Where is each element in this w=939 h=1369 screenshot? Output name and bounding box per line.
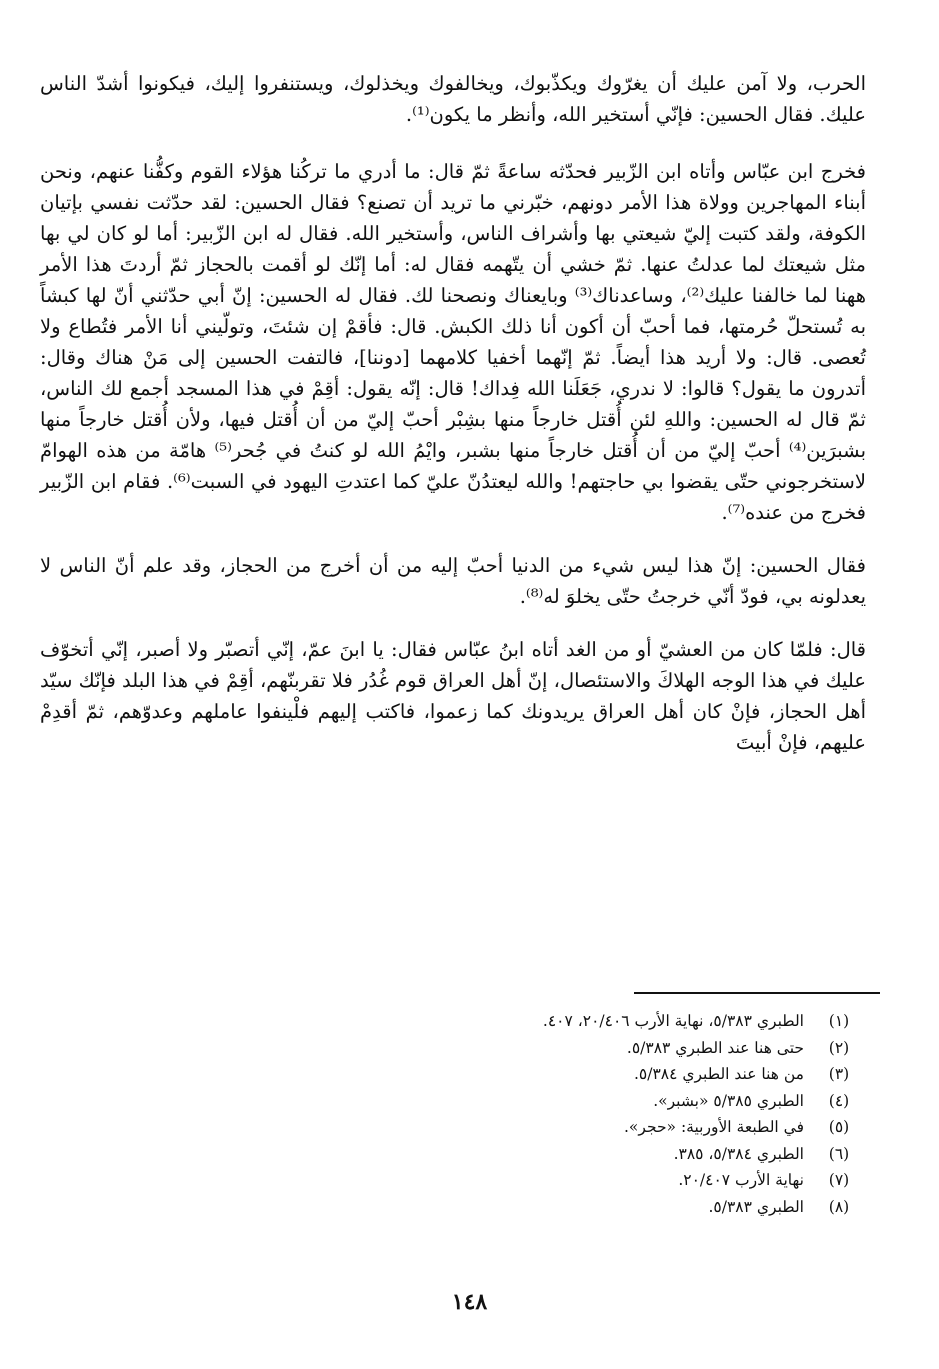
footnote-text: حتى هنا عند الطبري ٥/٣٨٣. [626, 1038, 804, 1057]
footnote-separator [634, 992, 880, 994]
footnotes [360, 1008, 860, 1220]
footnote [360, 1061, 860, 1088]
paragraph-3: فقال الحسين: إنّ هذا ليس شيء من الدنيا أحبّ إليه من أن أخرج من الحجاز، وقد علم أنّ الناس لا يعدلونه بي، فودّ أنّي خرجتُ حتّى يخلوَ له⁽⁸⁾. [40, 554, 866, 608]
footnote-number: (٧) [828, 1171, 850, 1189]
footnote-number: (٥) [828, 1118, 850, 1136]
paragraph-1: الحرب، ولا آمن عليك أن يغرّوك ويكذّبوك، ويخالفوك ويخذلوك، ويستنفروا إليك، فيكونوا أشدّ الناس عليك. فقال الحسين: فإنّي أستخير الله، وأنظر ما يكون⁽¹⁾. [40, 72, 866, 126]
paragraph-2: فخرج ابن عبّاس وأتاه ابن الزّبير فحدّثه ساعةً ثمّ قال: ما أدري ما تركُنا هؤلاء القوم وكفُّنا عنهم، ونحن أبناء المهاجرين وولاة هذا الأمر دونهم، خبّرني ما تريد أن تصنع؟ فقال الحسين: لقد حدّثت نفسي بإتيان الكوفة، ولقد كتبت إليّ شيعتي بها وأشراف الناس، وأستخير الله. فقال له ابن الزّبير: أما لو كان لي بها مثل شيعتك لما عدلتُ عنها. ثمّ خشي أن يتّهمه فقال له: أما إنّك لو أقمت بالحجاز ثمّ أردتَ هذا الأمر ههنا لما خالفنا عليك⁽²⁾، وساعدناك⁽³⁾ وبايعناك ونصحنا لك. فقال له الحسين: إنّ أبي حدّثني أنّ لها كبشاً به تُستحلّ حُرمتها، فما أحبّ أن أكون أنا ذلك الكبش. قال: فأقمْ إن شئتَ، وتولّيني أنا الأمر فتُطاع ولا تُعصى. قال: ولا أريد هذا أيضاً. ثمّ إنّهما أخفيا كلامهما [دوننا]، فالتفت الحسين إلى مَنْ هناك وقال: أتدرون ما يقول؟ قالوا: لا ندري، جَعَلَنا الله فِداك! قال: إنّه يقول: أقِمْ في هذا المسجد أجمع لك الناس، ثمّ قال له الحسين: واللهِ لئن أُقتل خارجاً منها بشِبْر أحبّ إليّ من أن أُقتل فيها، ولأن أُقتل خارجاً منها بشبرَين⁽⁴⁾ أحبّ إليّ من أن أُقتل خارجاً منها بشبر، وايْمُ الله لو كنتُ في جُحر⁽⁵⁾ هامّة من هذه الهوامّ لاستخرجوني حتّى يقضوا بي حاجتهم! والله ليعتدُنّ عليّ كما اعتدتِ اليهود في السبت⁽⁶⁾. فقام ابن الزّبير فخرج من عنده⁽⁷⁾. [40, 160, 866, 524]
footnote-text: الطبري ٥/٣٨٤، ٣٨٥. [673, 1144, 804, 1163]
paragraph-4: قال: فلمّا كان من العشيّ أو من الغد أتاه ابنُ عبّاس فقال: يا ابنَ عمّ، إنّي أتصبّر ولا أصبر، إنّي أتخوّف عليك في هذا الوجه الهلاكَ والاستئصال، إنّ أهل العراق قوم غُدُر فلا تقربنّهم، أقِمْ في هذا البلد فإنّك سيّد أهل الحجاز، فإنْ كان أهل العراق يريدونك كما زعموا، فاكتب إليهم فلْينفوا عاملهم وعدوّهم، ثمّ أقدِمْ عليهم، فإنْ أبيتَ [40, 638, 866, 754]
footnote [360, 1141, 860, 1168]
footnote [360, 1035, 860, 1062]
footnote-text: نهاية الأرب ٢٠/٤٠٧. [678, 1171, 804, 1189]
footnote-number: (٨) [828, 1197, 850, 1216]
footnote-number: (٤) [828, 1091, 850, 1110]
footnote-text: الطبري ٥/٣٨٣، نهاية الأرب ٢٠/٤٠٦، ٤٠٧. [542, 1012, 804, 1030]
footnote-text: الطبري ٥/٣٨٣. [708, 1197, 804, 1216]
footnote-number: (١) [828, 1012, 850, 1030]
footnote [360, 1114, 860, 1141]
footnote-text: في الطبعة الأوربية: «حجر». [624, 1118, 804, 1136]
main-text [40, 68, 866, 758]
footnote-text: من هنا عند الطبري ٥/٣٨٤. [633, 1065, 804, 1083]
footnote-number: (٢) [828, 1038, 850, 1057]
footnote [360, 1008, 860, 1035]
footnote-text: الطبري ٥/٣٨٥ «بشبر». [653, 1091, 804, 1110]
footnote [360, 1167, 860, 1194]
footnote [360, 1088, 860, 1115]
footnote-number: (٣) [828, 1065, 850, 1083]
footnote-number: (٦) [828, 1144, 850, 1163]
footnote [360, 1194, 860, 1221]
page-number: ١٤٨ [451, 1289, 488, 1315]
